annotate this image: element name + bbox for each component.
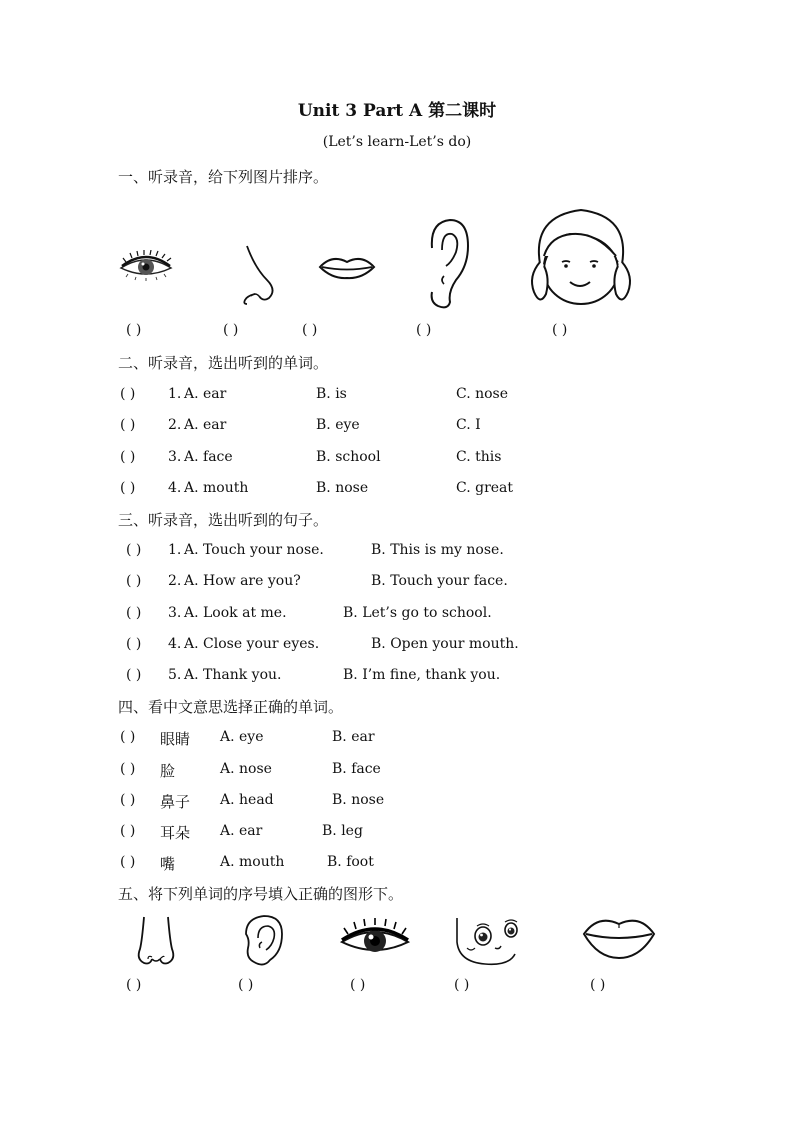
girl-face-icon — [526, 206, 636, 310]
page-title: Unit 3 Part A 第二课时 — [297, 101, 497, 121]
section5-blank-2[interactable]: ( ) — [238, 977, 254, 993]
option-c: C. this — [456, 449, 502, 465]
chinese-word: 眼睛 — [160, 730, 191, 748]
lips-icon — [582, 912, 656, 960]
option-b: B. foot — [327, 854, 374, 870]
option-a: A. mouth — [184, 480, 249, 496]
answer-blank[interactable]: ( ) — [126, 667, 142, 683]
option-b: B. is — [316, 386, 347, 402]
option-b: B. This is my nose. — [371, 542, 504, 558]
section1-blank-3[interactable]: ( ) — [302, 322, 318, 338]
answer-blank[interactable]: ( ) — [120, 823, 136, 839]
option-a: A. mouth — [220, 854, 285, 870]
answer-blank[interactable]: ( ) — [120, 417, 136, 433]
section1-blank-2[interactable]: ( ) — [223, 322, 239, 338]
option-a: A. Touch your nose. — [184, 542, 324, 558]
option-b: B. ear — [332, 729, 375, 745]
item-number: 2. — [168, 573, 182, 589]
chinese-word: 脸 — [160, 762, 176, 780]
nose-icon — [233, 244, 279, 306]
option-b: B. face — [332, 761, 381, 777]
mouth-icon — [318, 254, 376, 280]
answer-blank[interactable]: ( ) — [120, 480, 136, 496]
ear-icon — [240, 912, 288, 970]
answer-blank[interactable]: ( ) — [120, 729, 136, 745]
chinese-word: 耳朵 — [160, 824, 191, 842]
option-a: A. How are you? — [184, 573, 301, 589]
option-b: B. leg — [322, 823, 363, 839]
chinese-word: 嘴 — [160, 855, 176, 873]
option-a: A. ear — [220, 823, 263, 839]
section1-heading: 一、听录音，给下列图片排序。 — [118, 168, 329, 186]
option-c: C. I — [456, 417, 481, 433]
eye-icon — [338, 918, 412, 962]
section5-blank-4[interactable]: ( ) — [454, 977, 470, 993]
page-subtitle: (Let’s learn-Let’s do) — [322, 134, 472, 150]
option-c: C. great — [456, 480, 514, 496]
section5-blank-1[interactable]: ( ) — [126, 977, 142, 993]
option-b: B. Let’s go to school. — [343, 605, 492, 621]
eye-icon — [118, 250, 174, 286]
nose-icon — [134, 915, 178, 967]
section1-blank-4[interactable]: ( ) — [416, 322, 432, 338]
section3-heading: 三、听录音，选出听到的句子。 — [118, 511, 329, 529]
answer-blank[interactable]: ( ) — [120, 386, 136, 402]
option-c: C. nose — [456, 386, 509, 402]
section2-heading: 二、听录音，选出听到的单词。 — [118, 354, 329, 372]
item-number: 3. — [168, 449, 182, 465]
answer-blank[interactable]: ( ) — [126, 636, 142, 652]
option-b: B. nose — [316, 480, 369, 496]
option-a: A. face — [184, 449, 233, 465]
answer-blank[interactable]: ( ) — [126, 542, 142, 558]
answer-blank[interactable]: ( ) — [120, 761, 136, 777]
item-number: 2. — [168, 417, 182, 433]
item-number: 4. — [168, 636, 182, 652]
section4-heading: 四、看中文意思选择正确的单词。 — [118, 698, 344, 716]
item-number: 1. — [168, 386, 182, 402]
answer-blank[interactable]: ( ) — [120, 449, 136, 465]
option-a: A. head — [220, 792, 274, 808]
answer-blank[interactable]: ( ) — [120, 792, 136, 808]
section5-blank-3[interactable]: ( ) — [350, 977, 366, 993]
face-icon — [455, 914, 535, 968]
option-a: A. Close your eyes. — [184, 636, 320, 652]
answer-blank[interactable]: ( ) — [126, 573, 142, 589]
option-b: B. nose — [332, 792, 385, 808]
option-a: A. ear — [184, 417, 227, 433]
option-b: B. school — [316, 449, 381, 465]
option-a: A. Look at me. — [184, 605, 287, 621]
option-a: A. Thank you. — [184, 667, 282, 683]
item-number: 1. — [168, 542, 182, 558]
option-a: A. ear — [184, 386, 227, 402]
answer-blank[interactable]: ( ) — [126, 605, 142, 621]
ear-icon — [424, 218, 470, 310]
answer-blank[interactable]: ( ) — [120, 854, 136, 870]
option-b: B. eye — [316, 417, 360, 433]
option-b: B. I’m fine, thank you. — [343, 667, 501, 683]
item-number: 3. — [168, 605, 182, 621]
option-a: A. nose — [220, 761, 272, 777]
option-a: A. eye — [220, 729, 264, 745]
option-b: B. Open your mouth. — [371, 636, 519, 652]
section1-blank-1[interactable]: ( ) — [126, 322, 142, 338]
section1-blank-5[interactable]: ( ) — [552, 322, 568, 338]
item-number: 4. — [168, 480, 182, 496]
item-number: 5. — [168, 667, 182, 683]
option-b: B. Touch your face. — [371, 573, 508, 589]
chinese-word: 鼻子 — [160, 793, 191, 811]
section5-blank-5[interactable]: ( ) — [590, 977, 606, 993]
section5-heading: 五、将下列单词的序号填入正确的图形下。 — [118, 885, 404, 903]
